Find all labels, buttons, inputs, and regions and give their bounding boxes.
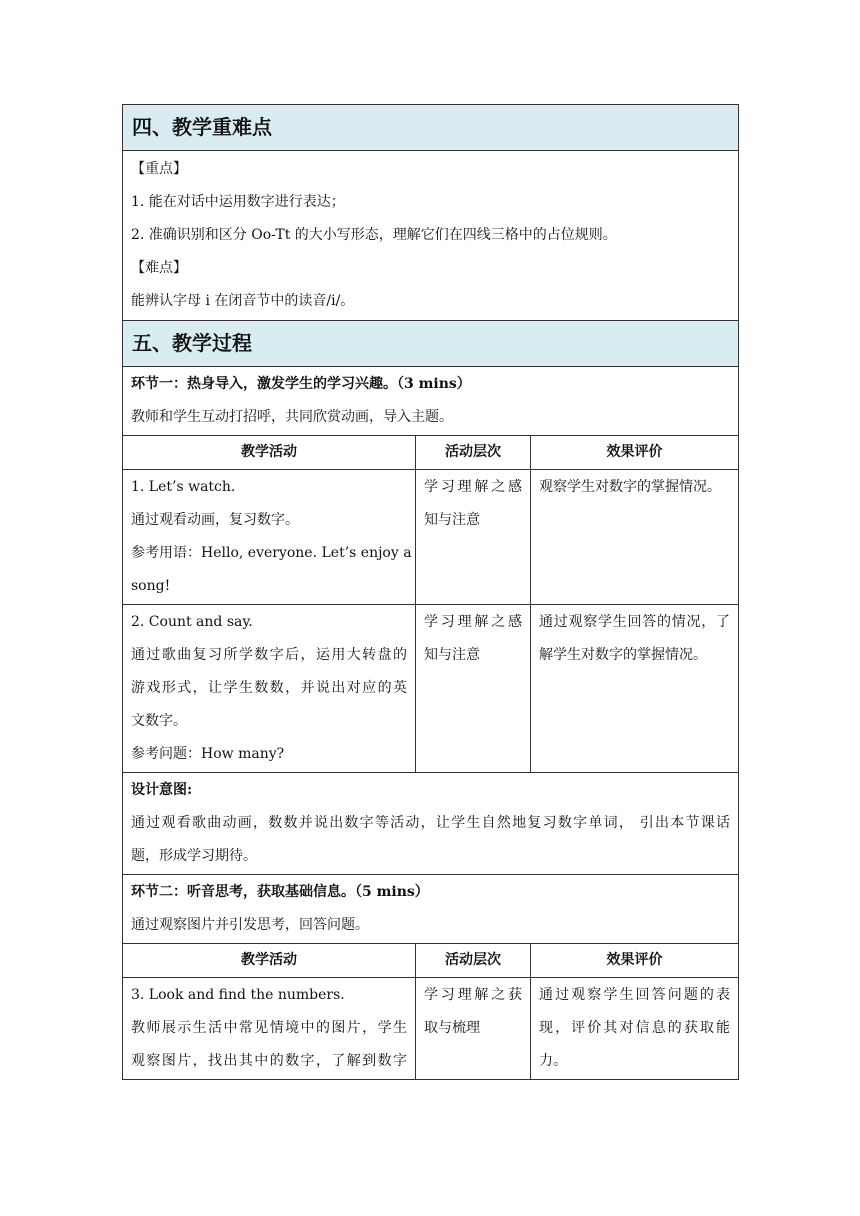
stage2-row [123,875,739,944]
section4-body [123,151,739,321]
activity2-eval-l1: 通过观察学生回答的情况，了 [539,614,731,630]
activity2-row [123,605,739,773]
header-teaching-activity-2: 教学活动 [123,944,416,978]
activity1-eval: 观察学生对数字的掌握情况。 [539,479,721,495]
activity3-eval-l2: 现，评价其对信息的获取能 [539,1020,731,1036]
design-intent-label: 设计意图: [131,782,193,798]
header-effect-evaluation-2: 效果评价 [531,944,739,978]
section4-title: 四、教学重难点 [123,105,739,151]
activity1-line2: 通过观看动画，复习数字。 [131,512,299,528]
activity1-level-l1: 学习理解之感 [424,479,522,495]
key-points-label: 【重点】 [131,161,187,177]
design-intent-line1: 通过观看歌曲动画，数数并说出数字等活动，让学生自然地复习数字单词， 引出本节课话 [131,815,731,831]
activity3-level-l2: 取与梳理 [424,1020,480,1036]
stage2-title: 环节二：听音思考，获取基础信息。（5 mins） [131,884,429,900]
activity3-eval-l1: 通过观察学生回答问题的表 [539,987,731,1003]
section5-title: 五、教学过程 [123,321,739,367]
design-intent-row [123,773,739,875]
difficult-point: 能辨认字母 i 在闭音节中的读音/i/。 [131,293,355,309]
table-header-row-2 [123,944,739,978]
header-effect-evaluation: 效果评价 [531,436,739,470]
stage1-title: 环节一：热身导入，激发学生的学习兴趣。（3 mins） [131,376,471,392]
activity1-line4: song! [131,578,171,594]
activity2-level-l1: 学习理解之感 [424,614,522,630]
activity3-row [123,978,739,1080]
activity2-level-l2: 知与注意 [424,647,480,663]
activity1-level-l2: 知与注意 [424,512,480,528]
stage1-desc: 教师和学生互动打招呼，共同欣赏动画，导入主题。 [131,409,453,425]
section4-header [123,105,739,151]
activity2-line3: 游戏形式，让学生数数，并说出对应的英 [131,680,407,696]
activity2-line2: 通过歌曲复习所学数字后，运用大转盘的 [131,647,407,663]
activity3-line3: 观察图片，找出其中的数字，了解到数字 [131,1053,407,1069]
activity3-level-l1: 学习理解之获 [424,987,522,1003]
stage1-row [123,367,739,436]
key-point-1: 1. 能在对话中运用数字进行表达； [131,194,345,210]
activity3-line2: 教师展示生活中常见情境中的图片，学生 [131,1020,407,1036]
activity2-line5: 参考问题：How many? [131,746,285,762]
header-activity-level: 活动层次 [416,436,531,470]
activity2-line4: 文数字。 [131,713,187,729]
activity1-line3: 参考用语：Hello, everyone. Let’s enjoy a [131,545,412,561]
activity2-title: 2. Count and say. [131,614,253,630]
activity1-title: 1. Let’s watch. [131,479,236,495]
header-teaching-activity: 教学活动 [123,436,416,470]
lesson-plan-table [122,104,739,1080]
section5-header [123,321,739,367]
activity3-title: 3. Look and find the numbers. [131,987,345,1003]
activity2-eval-l2: 解学生对数字的掌握情况。 [539,647,707,663]
activity3-eval-l3: 力。 [539,1053,567,1069]
stage2-desc: 通过观察图片并引发思考，回答问题。 [131,917,369,933]
lesson-plan-page [122,104,738,1080]
header-activity-level-2: 活动层次 [416,944,531,978]
design-intent-line2: 题，形成学习期待。 [131,848,257,864]
key-point-2: 2. 准确识别和区分 Oo-Tt 的大小写形态，理解它们在四线三格中的占位规则。 [131,227,617,243]
activity1-row [123,470,739,605]
table-header-row-1 [123,436,739,470]
difficult-points-label: 【难点】 [131,260,187,276]
